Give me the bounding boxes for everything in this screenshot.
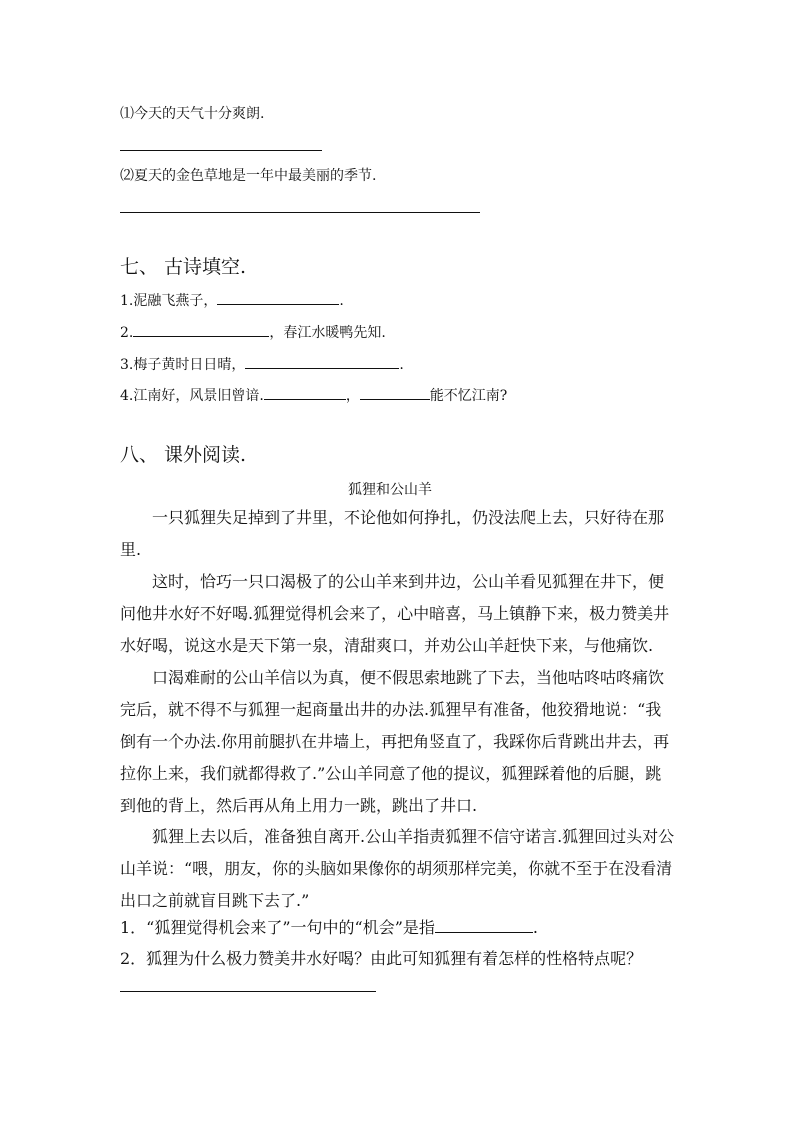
paragraph-4: 狐狸上去以后，准备独自离开.公山羊指责狐狸不信守诺言.狐狸回过头对公山羊说：“喂，朋友，你的头脑如果像你的胡须那样完美，你就不至于在没看清出口之前就盲目跳下去了.”	[120, 827, 675, 910]
answer-line-2	[120, 212, 480, 213]
sentence-1: ⑴今天的天气十分爽朗.	[120, 106, 265, 122]
blank-5	[360, 385, 430, 400]
blank-4	[264, 385, 346, 400]
section-8-title: 八、 课外阅读.	[120, 444, 247, 466]
sentence-2: ⑵夏天的金色草地是一年中最美丽的季节.	[120, 168, 377, 184]
poem-line-3: 3.梅子黄时日日晴， .	[120, 354, 404, 374]
answer-line-1	[120, 150, 322, 151]
poem-line-2: 2. ，春江水暖鸭先知.	[120, 322, 386, 342]
blank-2	[133, 322, 269, 337]
section-7-title: 七、 古诗填空.	[120, 256, 247, 278]
story-title: 狐狸和公山羊	[348, 482, 432, 498]
blank-3	[245, 354, 399, 369]
poem-line-4: 4.江南好，风景旧曾谙. ， 能不忆江南?	[120, 385, 507, 405]
blank-1	[217, 290, 339, 305]
question-2: 2．狐狸为什么极力赞美井水好喝？由此可知狐狸有着怎样的性格特点呢？	[120, 949, 643, 968]
answer-line-q2	[120, 991, 376, 992]
paragraph-3: 口渴难耐的公山羊信以为真，便不假思索地跳了下去，当他咕咚咕咚痛饮完后，就不得不与狐狸一起商量出井的办法.狐狸早有准备，他狡猾地说：“我倒有一个办法.你用前腿扒在井墙上，再把角竖直了，我踩你后背跳出井去，再拉你上来，我们就都得救了.”公山羊同意了他的提议，狐狸踩着他的后腿，跳到他的背上，然后再从角上用力一跳，跳出了井口.	[120, 668, 670, 815]
paragraph-1: 一只狐狸失足掉到了井里，不论他如何挣扎，仍没法爬上去，只好待在那里.	[120, 508, 665, 559]
question-1: 1．“狐狸觉得机会来了”一句中的“机会”是指 .	[120, 918, 538, 937]
paragraph-2: 这时，恰巧一只口渴极了的公山羊来到井边，公山羊看见狐狸在井下，便问他井水好不好喝.狐狸觉得机会来了，心中暗喜，马上镇静下来，极力赞美井水好喝，说这水是天下第一泉，清甜爽口，并劝公山羊赶快下来，与他痛饮.	[120, 572, 670, 655]
poem-line-1: 1.泥融飞燕子， .	[120, 290, 344, 310]
blank-q1	[435, 918, 533, 933]
